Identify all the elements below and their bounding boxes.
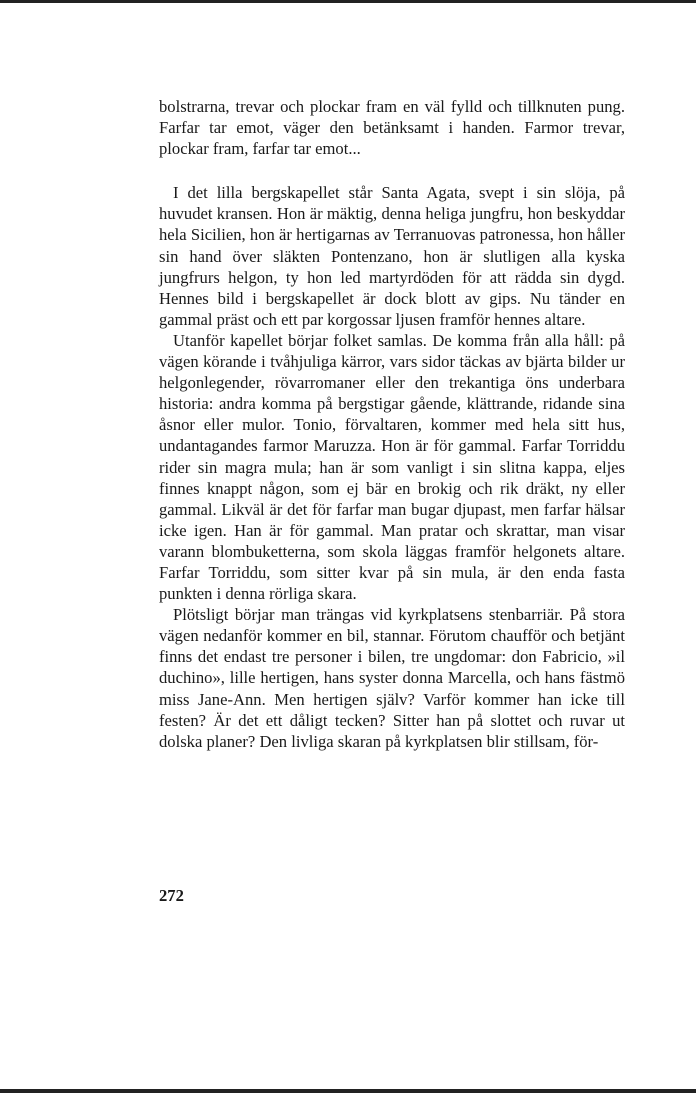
section-break: [159, 159, 625, 182]
paragraph-continuation: bolstrarna, trevar och plockar fram en väl fylld och tillknuten pung. Farfar tar emot, väger den betänksamt i handen. Farmor trevar, plockar fram, farfar tar emot...: [159, 97, 625, 159]
page-number: 272: [159, 886, 184, 905]
paragraph-folket-samlas: Utanför kapellet börjar folket samlas. De komma från alla håll: på vägen körande i tvåhjuliga kärror, vars sidor täckas av bjärta bilder ur helgonlegender, rövarromaner eller den trekantiga öns underbara historia: andra komma på bergstigar gående, klättrande, ridande sina åsnor eller mulor. Tonio, förvaltaren, kommer med hela sitt hus, undantagandes farmor Maruzza. Hon är för gammal. Farfar Torriddu rider sin magra mula; han är som vanligt i sin slitna kappa, eljes finnes knappt någon, som ej bär en brokig och rik dräkt, ny eller gammal. Likväl är det för farfar man bugar djupast, men farfar hälsar icke igen. Han är för gammal. Man pratar och skrattar, man visar varann blombuketterna, som skola läggas framför helgonets altare. Farfar Torriddu, som sitter kvar på sin mula, är den enda fasta punkten i denna rörliga skara.: [159, 330, 625, 604]
top-edge-rule: [0, 0, 696, 3]
paragraph-santa-agata: I det lilla bergskapellet står Santa Agata, svept i sin slöja, på huvudet kransen. Hon är mäktig, denna heliga jungfru, hon beskyddar hela Sicilien, hon är hertigarnas av Terranuovas patronessa, hon håller sin hand över släkten Pontenzano, hon är slutligen alla kyska jungfrurs helgon, ty hon led martyrdöden för att rädda sin dygd. Hennes bild i bergskapellet är dock blott av gips. Nu tänder en gammal präst och ett par korgossar ljusen framför hennes altare.: [159, 183, 625, 329]
paragraph-bilen: Plötsligt börjar man trängas vid kyrkplatsens stenbarriär. På stora vägen nedanför kommer en bil, stannar. Förutom chaufför och betjänt finns det endast tre personer i bilen, tre ungdomar: don Fabricio, »il duchino», lille hertigen, hans syster donna Marcella, och hans fästmö miss Jane-Ann. Men hertigen själv? Varför kommer han icke till festen? Är det ett dåligt tecken? Sitter han på slottet och ruvar ut dolska planer? Den livliga skaran på kyrkplatsen blir stillsam, för-: [159, 605, 625, 751]
bottom-edge-rule: [0, 1089, 696, 1093]
body-text: [159, 96, 625, 752]
